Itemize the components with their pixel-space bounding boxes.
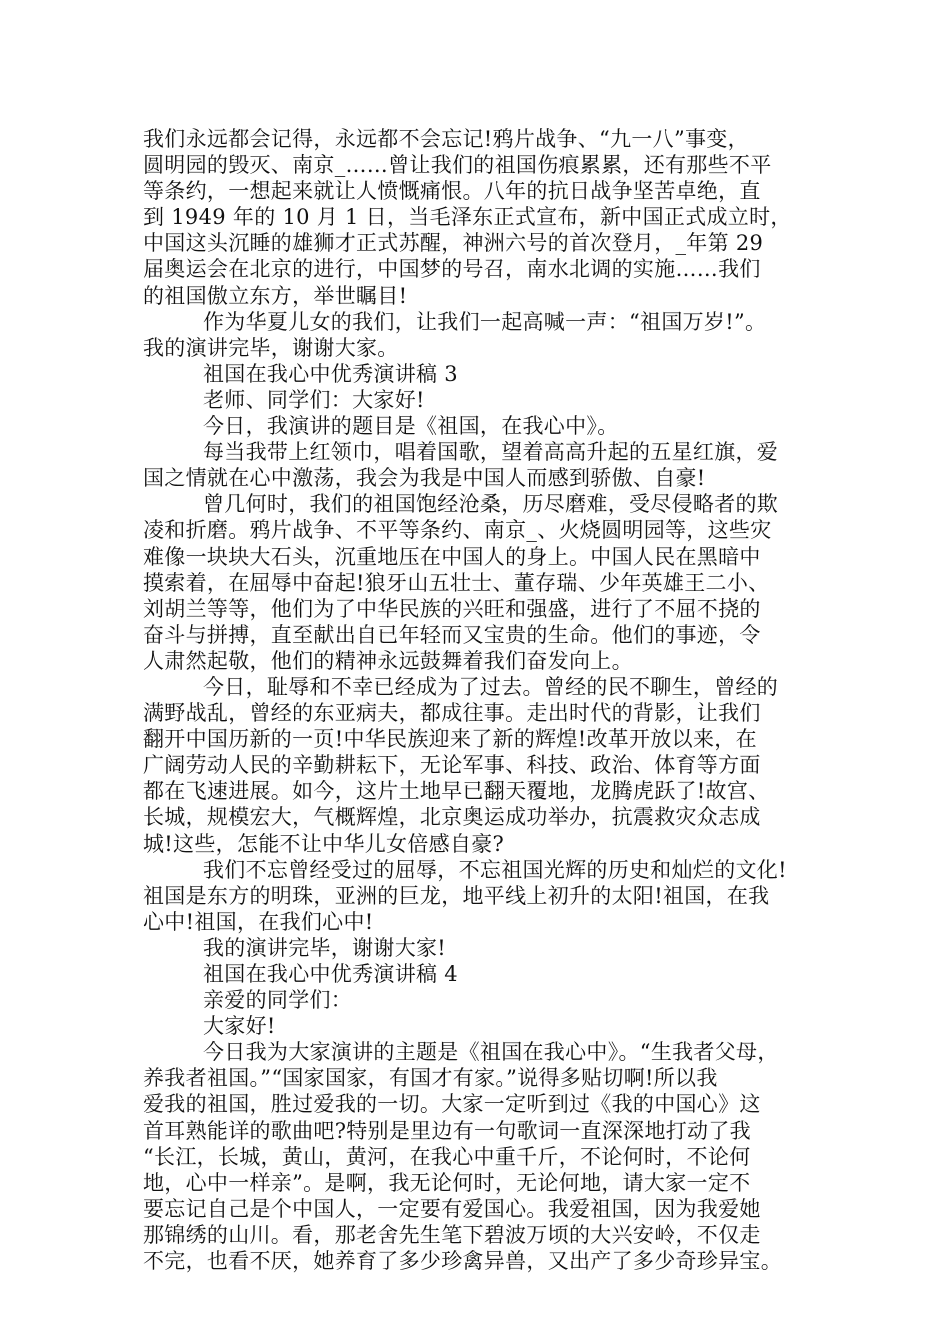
text-line: 刘胡兰等等，他们为了中华民族的兴旺和强盛，进行了不屈不挠的 bbox=[143, 596, 761, 621]
text-line: 大家好! bbox=[203, 1014, 276, 1039]
text-line: 不完，也看不厌，她养育了多少珍禽异兽，又出产了多少奇珍异宝。 bbox=[143, 1249, 782, 1274]
text-line: 广阔劳动人民的辛勤耕耘下，无论军事、科技、政治、体育等方面 bbox=[143, 753, 761, 778]
text-line: 到 1949 年的 10 月 1 日，当毛泽东正式宣布，新中国正式成立时， bbox=[143, 205, 792, 230]
text-line: 人肃然起敬，他们的精神永远鼓舞着我们奋发向上。 bbox=[143, 648, 633, 673]
text-line: 那锦绣的山川。看，那老舍先生笔下碧波万顷的大兴安岭，不仅走 bbox=[143, 1222, 761, 1247]
text-line: 的祖国傲立东方，举世瞩目! bbox=[143, 283, 408, 308]
text-line: 心中!祖国，在我们心中! bbox=[143, 909, 374, 934]
text-line: 我的演讲完毕，谢谢大家。 bbox=[143, 335, 399, 360]
text-line: 圆明园的毁灭、南京_……曾让我们的祖国伤痕累累，还有那些不平 bbox=[143, 153, 772, 178]
text-line: 祖国是东方的明珠，亚洲的巨龙，地平线上初升的太阳!祖国，在我 bbox=[143, 883, 770, 908]
text-line: 今日我为大家演讲的主题是《祖国在我心中》。“生我者父母， bbox=[203, 1040, 779, 1065]
text-line: 我们永远都会记得，永远都不会忘记!鸦片战争、“九一八”事变， bbox=[143, 127, 749, 151]
text-line: 地，心中一样亲”。是啊，我无论何时，无论何地，请大家一定不 bbox=[143, 1170, 751, 1195]
text-line: 今日，耻辱和不幸已经成为了过去。曾经的民不聊生，曾经的 bbox=[203, 674, 779, 699]
text-line: 长城，规模宏大，气概辉煌，北京奥运成功举办，抗震救灾众志成 bbox=[143, 805, 761, 830]
text-line: 我的演讲完毕，谢谢大家! bbox=[203, 935, 447, 960]
text-line: 城!这些，怎能不让中华儿女倍感自豪? bbox=[143, 831, 505, 856]
text-line: 我们不忘曾经受过的屈辱，不忘祖国光辉的历史和灿烂的文化! bbox=[203, 857, 787, 882]
text-line: 亲爱的同学们： bbox=[203, 988, 353, 1013]
text-line: 作为华夏儿女的我们，让我们一起高喊一声：“祖国万岁!”。 bbox=[203, 309, 767, 334]
text-line: 曾几何时，我们的祖国饱经沧桑，历尽磨难，受尽侵略者的欺 bbox=[203, 492, 779, 517]
text-line: 难像一块块大石头，沉重地压在中国人的身上。中国人民在黑暗中 bbox=[143, 544, 761, 569]
text-line: 翻开中国历新的一页!中华民族迎来了新的辉煌!改革开放以来，在 bbox=[143, 727, 757, 752]
text-line: 祖国在我心中优秀演讲稿 3 bbox=[203, 361, 458, 386]
text-line: 爱我的祖国，胜过爱我的一切。大家一定听到过《我的中国心》这 bbox=[143, 1092, 761, 1117]
document-body bbox=[143, 126, 823, 1274]
text-line: 等条约，一想起来就让人愤慨痛恨。八年的抗日战争坚苦卓绝，直 bbox=[143, 179, 761, 204]
text-line: 凌和折磨。鸦片战争、不平等条约、南京_、火烧圆明园等，这些灾 bbox=[143, 518, 772, 543]
text-line: 养我者祖国。”“国家国家，有国才有家。”说得多贴切啊!所以我 bbox=[143, 1066, 718, 1091]
text-line: 今日，我演讲的题目是《祖国，在我心中》。 bbox=[203, 414, 619, 439]
text-line: 奋斗与拼搏，直至献出自已年轻而又宝贵的生命。他们的事迹，令 bbox=[143, 622, 761, 647]
text-line: 满野战乱，曾经的东亚病夫，都成往事。走出时代的背影，让我们 bbox=[143, 701, 761, 726]
text-line: 中国这头沉睡的雄狮才正式苏醒，神洲六号的首次登月，_年第 29 bbox=[143, 231, 764, 256]
text-line: 国之情就在心中激荡，我会为我是中国人而感到骄傲、自豪! bbox=[143, 466, 706, 491]
text-line: 祖国在我心中优秀演讲稿 4 bbox=[203, 962, 458, 986]
text-line: 届奥运会在北京的进行，中国梦的号召，南水北调的实施……我们 bbox=[143, 257, 761, 282]
text-line: 都在飞速进展。如今，这片土地早已翻天覆地，龙腾虎跃了!故宫、 bbox=[143, 779, 770, 804]
text-line: 每当我带上红领巾，唱着国歌，望着高高升起的五星红旗，爱 bbox=[203, 440, 779, 465]
text-line: 老师、同学们：大家好! bbox=[203, 387, 425, 412]
text-line: “长江，长城，黄山，黄河，在我心中重千斤，不论何时，不论何 bbox=[143, 1144, 751, 1169]
text-line: 首耳熟能详的歌曲吧?特别是里边有一句歌词一直深深地打动了我 bbox=[143, 1118, 751, 1143]
text-line: 要忘记自己是个中国人，一定要有爱国心。我爱祖国，因为我爱她 bbox=[143, 1196, 761, 1221]
text-line: 摸索着，在屈辱中奋起!狼牙山五壮士、董存瑞、少年英雄王二小、 bbox=[143, 570, 770, 595]
